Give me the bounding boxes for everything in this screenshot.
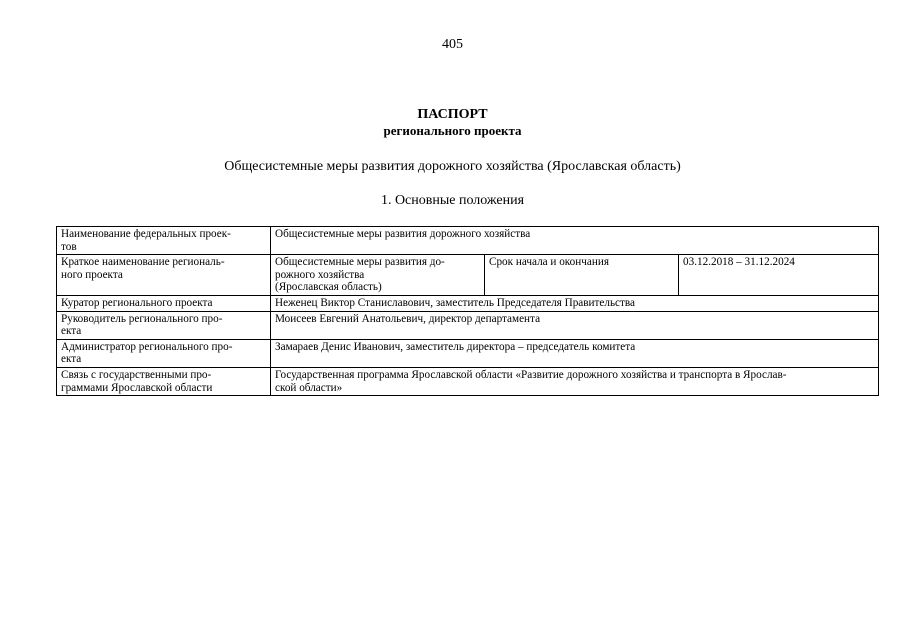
row-label-line: ного проекта	[61, 268, 123, 281]
row-value-line: рожного хозяйства	[275, 268, 365, 281]
row-value-line: ской области»	[275, 381, 343, 394]
row-label	[57, 255, 271, 296]
table-row	[57, 227, 879, 255]
row-value: Замараев Денис Иванович, заместитель директора – председатель комитета	[271, 339, 879, 367]
section-heading: 1. Основные положения	[380, 193, 525, 208]
row-label-line: екта	[61, 325, 82, 338]
row-label	[57, 367, 271, 395]
row-value: Неженец Виктор Станиславович, заместитель Председателя Правительства	[271, 295, 879, 311]
table-row	[57, 255, 879, 296]
row-value	[271, 255, 485, 296]
row-label	[57, 311, 271, 339]
row-value-line: Государственная программа Ярославской области «Развитие дорожного хозяйства и транспорта в Ярослав-	[275, 368, 787, 381]
table-row	[57, 367, 879, 395]
row-label-line: Администратор регионального про-	[61, 340, 233, 353]
row-label-line: Руководитель регионального про-	[61, 312, 223, 325]
table-row	[57, 295, 879, 311]
document-title: ПАСПОРТ	[417, 107, 488, 122]
row-label	[57, 227, 271, 255]
row-label-line: граммами Ярославской области	[61, 381, 213, 394]
row-label-line: Наименование федеральных проек-	[61, 228, 231, 240]
period-value: 03.12.2018 – 31.12.2024	[679, 255, 879, 296]
row-value-line: Общесистемные меры развития до-	[275, 256, 445, 269]
page-number: 405	[442, 37, 463, 52]
passport-table	[56, 226, 879, 396]
row-label-line: екта	[61, 353, 82, 366]
row-label-line: Связь с государственными про-	[61, 368, 212, 381]
row-value	[271, 367, 879, 395]
row-value: Моисеев Евгений Анатольевич, директор департамента	[271, 311, 879, 339]
row-label-line: тов	[61, 240, 77, 253]
row-label: Куратор регионального проекта	[57, 295, 271, 311]
document-subtitle: регионального проекта	[383, 123, 522, 138]
row-label-line: Краткое наименование региональ-	[61, 256, 225, 269]
table-row	[57, 339, 879, 367]
row-value: Общесистемные меры развития дорожного хозяйства	[271, 227, 879, 255]
row-label	[57, 339, 271, 367]
project-name: Общесистемные меры развития дорожного хозяйства (Ярославская область)	[224, 159, 681, 174]
row-value-line: (Ярославская область)	[275, 281, 382, 294]
table-row	[57, 311, 879, 339]
period-label: Срок начала и окончания	[485, 255, 679, 296]
